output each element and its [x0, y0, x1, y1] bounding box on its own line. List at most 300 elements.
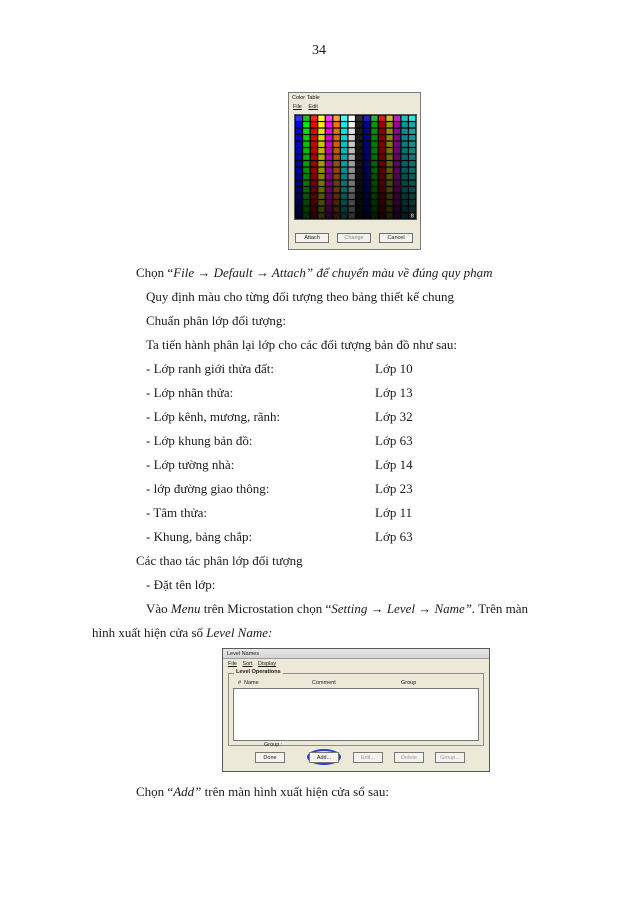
color-swatch[interactable]	[401, 168, 407, 173]
color-swatch[interactable]	[409, 168, 415, 173]
color-swatch[interactable]	[394, 135, 400, 140]
color-swatch[interactable]	[333, 200, 339, 205]
layer-name: - Lớp khung bản đồ:	[146, 433, 253, 448]
color-swatch[interactable]	[341, 148, 347, 153]
color-swatch[interactable]	[364, 213, 370, 218]
color-swatch[interactable]	[303, 213, 309, 218]
color-swatch[interactable]	[409, 142, 415, 147]
color-swatch[interactable]	[296, 200, 302, 205]
color-swatch[interactable]	[326, 194, 332, 199]
color-swatch[interactable]	[303, 142, 309, 147]
color-swatch[interactable]	[356, 161, 362, 166]
color-swatch[interactable]	[409, 207, 415, 212]
color-swatch[interactable]	[296, 135, 302, 140]
add-button[interactable]: Add...	[309, 752, 339, 763]
color-swatch[interactable]	[333, 207, 339, 212]
color-swatch[interactable]	[311, 181, 317, 186]
level-list[interactable]	[233, 688, 479, 741]
color-swatch[interactable]	[401, 116, 407, 121]
color-swatch[interactable]	[356, 116, 362, 121]
menu-file[interactable]: File	[293, 104, 302, 110]
color-swatch[interactable]	[326, 200, 332, 205]
done-button[interactable]: Done	[255, 752, 285, 763]
color-swatch[interactable]	[371, 148, 377, 153]
color-swatch[interactable]	[364, 161, 370, 166]
color-swatch[interactable]	[296, 194, 302, 199]
color-swatch[interactable]	[341, 161, 347, 166]
color-swatch[interactable]	[318, 129, 324, 134]
color-swatch[interactable]	[333, 142, 339, 147]
layer-value: Lớp 10	[375, 361, 413, 376]
color-swatch[interactable]	[371, 194, 377, 199]
color-swatch[interactable]	[371, 174, 377, 179]
color-swatches[interactable]	[295, 115, 416, 219]
layer-value: Lớp 63	[375, 529, 413, 544]
color-swatch[interactable]	[371, 207, 377, 212]
color-swatch[interactable]	[349, 213, 355, 218]
color-swatch[interactable]	[356, 142, 362, 147]
color-swatch[interactable]	[311, 161, 317, 166]
color-swatch[interactable]	[341, 213, 347, 218]
color-swatch[interactable]	[356, 174, 362, 179]
color-swatch[interactable]	[401, 129, 407, 134]
color-swatch[interactable]	[318, 168, 324, 173]
color-swatch[interactable]	[333, 116, 339, 121]
color-swatch[interactable]	[333, 148, 339, 153]
color-swatch[interactable]	[333, 122, 339, 127]
color-swatch[interactable]	[349, 116, 355, 121]
color-swatch[interactable]	[386, 116, 392, 121]
color-swatch[interactable]	[341, 181, 347, 186]
color-swatch[interactable]	[333, 187, 339, 192]
color-swatch[interactable]	[394, 181, 400, 186]
color-swatch[interactable]	[401, 181, 407, 186]
group-button[interactable]: Group...	[435, 752, 465, 763]
color-swatch[interactable]	[386, 142, 392, 147]
color-swatch[interactable]	[364, 181, 370, 186]
color-swatch[interactable]	[356, 148, 362, 153]
layer-value: Lớp 11	[375, 505, 413, 520]
color-swatch[interactable]	[394, 168, 400, 173]
color-swatch[interactable]	[409, 161, 415, 166]
color-swatch[interactable]	[311, 155, 317, 160]
color-swatch[interactable]	[379, 161, 385, 166]
color-swatch[interactable]	[296, 213, 302, 218]
color-swatch[interactable]	[296, 142, 302, 147]
layer-value: Lớp 23	[375, 481, 413, 496]
color-swatch[interactable]	[341, 207, 347, 212]
color-swatch[interactable]	[364, 148, 370, 153]
color-swatch[interactable]	[409, 129, 415, 134]
menu-sort[interactable]: Sort	[242, 661, 253, 667]
color-swatch[interactable]	[394, 213, 400, 218]
color-swatch[interactable]	[333, 155, 339, 160]
layer-value: Lớp 13	[375, 385, 413, 400]
color-swatch[interactable]	[303, 200, 309, 205]
color-swatch[interactable]	[386, 200, 392, 205]
caption-add: Chọn “Add” trên màn hình xuất hiện cửa sổ sau:	[136, 784, 389, 799]
color-swatch[interactable]	[349, 142, 355, 147]
color-swatch[interactable]	[349, 187, 355, 192]
color-swatch[interactable]	[349, 181, 355, 186]
color-swatch[interactable]	[333, 174, 339, 179]
color-swatch[interactable]	[296, 122, 302, 127]
color-swatch[interactable]	[364, 207, 370, 212]
group-label: Group :	[264, 742, 283, 748]
color-swatch[interactable]	[326, 135, 332, 140]
color-swatch[interactable]	[356, 155, 362, 160]
color-swatch[interactable]	[341, 168, 347, 173]
color-swatch[interactable]	[341, 187, 347, 192]
color-swatch[interactable]	[318, 213, 324, 218]
color-swatch[interactable]	[318, 161, 324, 166]
color-swatch[interactable]	[303, 148, 309, 153]
color-swatch[interactable]	[303, 116, 309, 121]
color-swatch[interactable]	[401, 194, 407, 199]
color-swatch[interactable]	[394, 174, 400, 179]
layer-value: Lớp 32	[375, 409, 413, 424]
color-swatch[interactable]	[401, 155, 407, 160]
layer-name: - Tâm thửa:	[146, 505, 207, 520]
color-swatch[interactable]	[311, 142, 317, 147]
color-swatch[interactable]	[386, 129, 392, 134]
color-swatch[interactable]	[341, 155, 347, 160]
color-swatch[interactable]	[333, 181, 339, 186]
color-swatch[interactable]	[311, 187, 317, 192]
color-swatch[interactable]	[364, 116, 370, 121]
color-swatch[interactable]	[371, 168, 377, 173]
attach-button[interactable]: Attach	[295, 233, 329, 243]
menu-bar	[289, 103, 420, 111]
color-swatch[interactable]	[303, 129, 309, 134]
page-number: 34	[312, 43, 326, 58]
color-swatch[interactable]	[401, 207, 407, 212]
color-swatch[interactable]	[303, 161, 309, 166]
color-swatch[interactable]	[311, 135, 317, 140]
color-swatch[interactable]	[296, 181, 302, 186]
color-swatch[interactable]	[379, 142, 385, 147]
color-swatch[interactable]	[326, 155, 332, 160]
section-heading: Các thao tác phân lớp đối tượng	[136, 553, 303, 568]
color-swatch[interactable]	[379, 194, 385, 199]
color-swatch[interactable]	[349, 129, 355, 134]
color-swatch[interactable]	[333, 194, 339, 199]
color-swatch[interactable]	[303, 187, 309, 192]
color-swatch[interactable]	[394, 142, 400, 147]
color-swatch[interactable]	[409, 194, 415, 199]
dialog-title: Color Table	[292, 95, 320, 101]
color-swatch[interactable]	[333, 129, 339, 134]
color-swatch[interactable]	[371, 142, 377, 147]
color-swatch[interactable]	[371, 155, 377, 160]
color-palette-grid[interactable]	[294, 114, 417, 220]
color-swatch[interactable]	[401, 122, 407, 127]
color-swatch[interactable]	[401, 213, 407, 218]
color-swatch[interactable]	[356, 207, 362, 212]
color-swatch[interactable]	[311, 194, 317, 199]
color-swatch[interactable]	[394, 187, 400, 192]
color-swatch[interactable]	[394, 194, 400, 199]
paragraph-line: - Đặt tên lớp:	[146, 577, 216, 592]
color-swatch[interactable]	[296, 148, 302, 153]
color-swatch[interactable]	[409, 187, 415, 192]
layer-value: Lớp 63	[375, 433, 413, 448]
color-swatch[interactable]	[386, 213, 392, 218]
color-swatch[interactable]	[364, 142, 370, 147]
level-names-dialog	[222, 648, 490, 772]
color-swatch[interactable]	[318, 174, 324, 179]
color-swatch[interactable]	[386, 187, 392, 192]
color-swatch[interactable]	[341, 142, 347, 147]
color-swatch[interactable]	[318, 116, 324, 121]
delete-button[interactable]: Delete	[394, 752, 424, 763]
color-swatch[interactable]	[386, 194, 392, 199]
color-swatch[interactable]	[326, 207, 332, 212]
color-swatch[interactable]	[409, 148, 415, 153]
color-swatch[interactable]	[311, 148, 317, 153]
color-swatch[interactable]	[386, 168, 392, 173]
menu-edit[interactable]: Edit	[308, 104, 318, 110]
color-swatch[interactable]	[311, 213, 317, 218]
edit-button[interactable]: Edit...	[353, 752, 383, 763]
layer-name: - Lớp tường nhà:	[146, 457, 235, 472]
color-swatch[interactable]	[296, 116, 302, 121]
color-swatch[interactable]	[356, 122, 362, 127]
color-swatch[interactable]	[401, 135, 407, 140]
color-swatch[interactable]	[311, 122, 317, 127]
color-swatch[interactable]	[318, 207, 324, 212]
menu-file[interactable]: File	[228, 661, 237, 667]
color-swatch[interactable]	[379, 129, 385, 134]
color-swatch[interactable]	[356, 213, 362, 218]
color-swatch[interactable]	[326, 181, 332, 186]
color-swatch[interactable]	[379, 148, 385, 153]
color-swatch[interactable]	[364, 187, 370, 192]
color-swatch[interactable]	[326, 213, 332, 218]
color-swatch[interactable]	[409, 155, 415, 160]
color-swatch[interactable]	[311, 174, 317, 179]
color-swatch[interactable]	[349, 161, 355, 166]
color-swatch[interactable]	[379, 200, 385, 205]
color-swatch[interactable]	[341, 116, 347, 121]
level-operations-group	[228, 669, 484, 746]
color-swatch[interactable]	[394, 122, 400, 127]
color-swatch[interactable]	[394, 155, 400, 160]
color-swatch[interactable]	[318, 135, 324, 140]
color-swatch[interactable]	[379, 168, 385, 173]
color-swatch[interactable]	[386, 181, 392, 186]
instruction-line: hình xuất hiện cửa sổ Level Name:	[92, 625, 273, 640]
color-swatch[interactable]	[303, 135, 309, 140]
layer-name: - Khung, bảng chắp:	[146, 529, 253, 544]
color-swatch[interactable]	[303, 174, 309, 179]
color-swatch[interactable]	[318, 194, 324, 199]
color-swatch[interactable]	[394, 207, 400, 212]
color-swatch[interactable]	[296, 174, 302, 179]
color-swatch[interactable]	[394, 161, 400, 166]
color-swatch[interactable]	[318, 181, 324, 186]
color-swatch[interactable]	[326, 148, 332, 153]
color-swatch[interactable]	[371, 187, 377, 192]
color-swatch[interactable]	[318, 187, 324, 192]
color-swatch[interactable]	[349, 122, 355, 127]
color-swatch[interactable]	[371, 181, 377, 186]
change-button[interactable]: Change	[337, 233, 371, 243]
color-swatch[interactable]	[364, 129, 370, 134]
color-swatch[interactable]	[296, 155, 302, 160]
color-swatch[interactable]	[326, 142, 332, 147]
color-swatch[interactable]	[333, 168, 339, 173]
color-swatch[interactable]	[349, 174, 355, 179]
color-swatch[interactable]	[326, 116, 332, 121]
color-swatch[interactable]	[303, 194, 309, 199]
color-swatch[interactable]	[356, 194, 362, 199]
color-swatch[interactable]	[318, 122, 324, 127]
color-swatch[interactable]	[371, 122, 377, 127]
color-swatch[interactable]	[379, 181, 385, 186]
color-swatch[interactable]	[303, 181, 309, 186]
color-swatch[interactable]	[318, 148, 324, 153]
color-swatch[interactable]	[356, 135, 362, 140]
color-swatch[interactable]	[379, 207, 385, 212]
color-swatch[interactable]	[349, 148, 355, 153]
color-swatch[interactable]	[318, 155, 324, 160]
color-swatch[interactable]	[311, 116, 317, 121]
layer-name: - Lớp kênh, mương, rãnh:	[146, 409, 281, 424]
color-swatch[interactable]	[409, 200, 415, 205]
color-swatch[interactable]	[326, 174, 332, 179]
color-swatch[interactable]	[371, 135, 377, 140]
color-swatch[interactable]	[364, 194, 370, 199]
color-swatch[interactable]	[379, 174, 385, 179]
cancel-button[interactable]: Cancel	[379, 233, 413, 243]
color-swatch[interactable]	[386, 135, 392, 140]
color-swatch[interactable]	[349, 200, 355, 205]
color-swatch[interactable]	[303, 168, 309, 173]
color-swatch[interactable]	[318, 200, 324, 205]
color-swatch[interactable]	[349, 194, 355, 199]
color-swatch[interactable]	[326, 187, 332, 192]
column-header: #	[238, 680, 242, 686]
color-swatch[interactable]	[386, 207, 392, 212]
color-swatch[interactable]	[401, 148, 407, 153]
color-swatch[interactable]	[401, 142, 407, 147]
color-swatch[interactable]	[349, 135, 355, 140]
color-swatch[interactable]	[371, 200, 377, 205]
color-swatch[interactable]	[296, 161, 302, 166]
color-swatch[interactable]	[364, 155, 370, 160]
color-swatch[interactable]	[311, 168, 317, 173]
color-swatch[interactable]	[394, 200, 400, 205]
color-swatch[interactable]	[356, 129, 362, 134]
color-swatch[interactable]	[318, 142, 324, 147]
color-swatch[interactable]	[349, 168, 355, 173]
paragraph-line: Chuẩn phân lớp đối tượng:	[146, 313, 286, 328]
color-swatch[interactable]	[341, 194, 347, 199]
color-swatch[interactable]	[364, 122, 370, 127]
color-swatch[interactable]	[326, 129, 332, 134]
color-swatch[interactable]	[386, 122, 392, 127]
color-swatch[interactable]	[326, 168, 332, 173]
color-swatch[interactable]	[364, 200, 370, 205]
color-swatch[interactable]	[409, 135, 415, 140]
color-swatch[interactable]	[394, 129, 400, 134]
color-swatch[interactable]	[349, 207, 355, 212]
color-swatch[interactable]	[341, 129, 347, 134]
color-swatch[interactable]	[311, 207, 317, 212]
color-swatch[interactable]	[371, 116, 377, 121]
color-swatch[interactable]	[371, 129, 377, 134]
column-header: Group	[401, 680, 417, 686]
color-swatch[interactable]	[379, 116, 385, 121]
color-swatch[interactable]	[379, 135, 385, 140]
color-swatch[interactable]	[409, 181, 415, 186]
color-swatch[interactable]	[386, 174, 392, 179]
color-swatch[interactable]	[356, 168, 362, 173]
color-swatch[interactable]	[401, 187, 407, 192]
color-swatch[interactable]	[326, 122, 332, 127]
color-swatch[interactable]	[303, 155, 309, 160]
color-swatch[interactable]	[401, 174, 407, 179]
color-swatch[interactable]	[401, 200, 407, 205]
color-swatch[interactable]	[409, 116, 415, 121]
color-swatch[interactable]	[341, 122, 347, 127]
color-swatch[interactable]	[303, 207, 309, 212]
color-swatch[interactable]	[296, 168, 302, 173]
color-swatch[interactable]	[296, 207, 302, 212]
color-swatch[interactable]	[379, 213, 385, 218]
color-swatch[interactable]	[356, 181, 362, 186]
menu-display[interactable]: Display	[258, 661, 277, 667]
color-swatch[interactable]	[379, 155, 385, 160]
color-swatch[interactable]	[303, 122, 309, 127]
color-swatch[interactable]	[386, 155, 392, 160]
color-swatch[interactable]	[371, 161, 377, 166]
color-swatch[interactable]	[401, 161, 407, 166]
color-swatch[interactable]	[364, 174, 370, 179]
color-swatch[interactable]	[409, 174, 415, 179]
color-swatch[interactable]	[356, 187, 362, 192]
color-swatch[interactable]	[409, 122, 415, 127]
color-swatch[interactable]	[333, 161, 339, 166]
color-table-dialog	[288, 92, 421, 250]
color-swatch[interactable]	[349, 155, 355, 160]
color-swatch[interactable]	[394, 148, 400, 153]
color-swatch[interactable]	[379, 122, 385, 127]
caption-color-table: Chọn “File → Default → Attach” để chuyển màu về đúng quy phạm	[136, 265, 493, 280]
color-swatch[interactable]	[311, 129, 317, 134]
color-swatch[interactable]	[333, 213, 339, 218]
color-swatch[interactable]	[364, 135, 370, 140]
color-swatch[interactable]	[386, 161, 392, 166]
color-swatch[interactable]	[341, 200, 347, 205]
color-swatch[interactable]	[296, 129, 302, 134]
color-swatch[interactable]	[394, 116, 400, 121]
color-swatch[interactable]	[371, 213, 377, 218]
color-swatch[interactable]	[296, 187, 302, 192]
column-header: Comment	[312, 680, 336, 686]
color-swatch[interactable]	[356, 200, 362, 205]
color-swatch[interactable]	[333, 135, 339, 140]
color-swatch[interactable]	[364, 168, 370, 173]
color-swatch[interactable]	[311, 200, 317, 205]
color-swatch[interactable]	[386, 148, 392, 153]
color-swatch[interactable]	[341, 135, 347, 140]
color-swatch[interactable]	[379, 187, 385, 192]
color-swatch[interactable]	[341, 174, 347, 179]
paragraph-line: Ta tiến hành phân lại lớp cho các đối tượng bản đồ như sau:	[146, 337, 458, 352]
color-swatch[interactable]	[326, 161, 332, 166]
